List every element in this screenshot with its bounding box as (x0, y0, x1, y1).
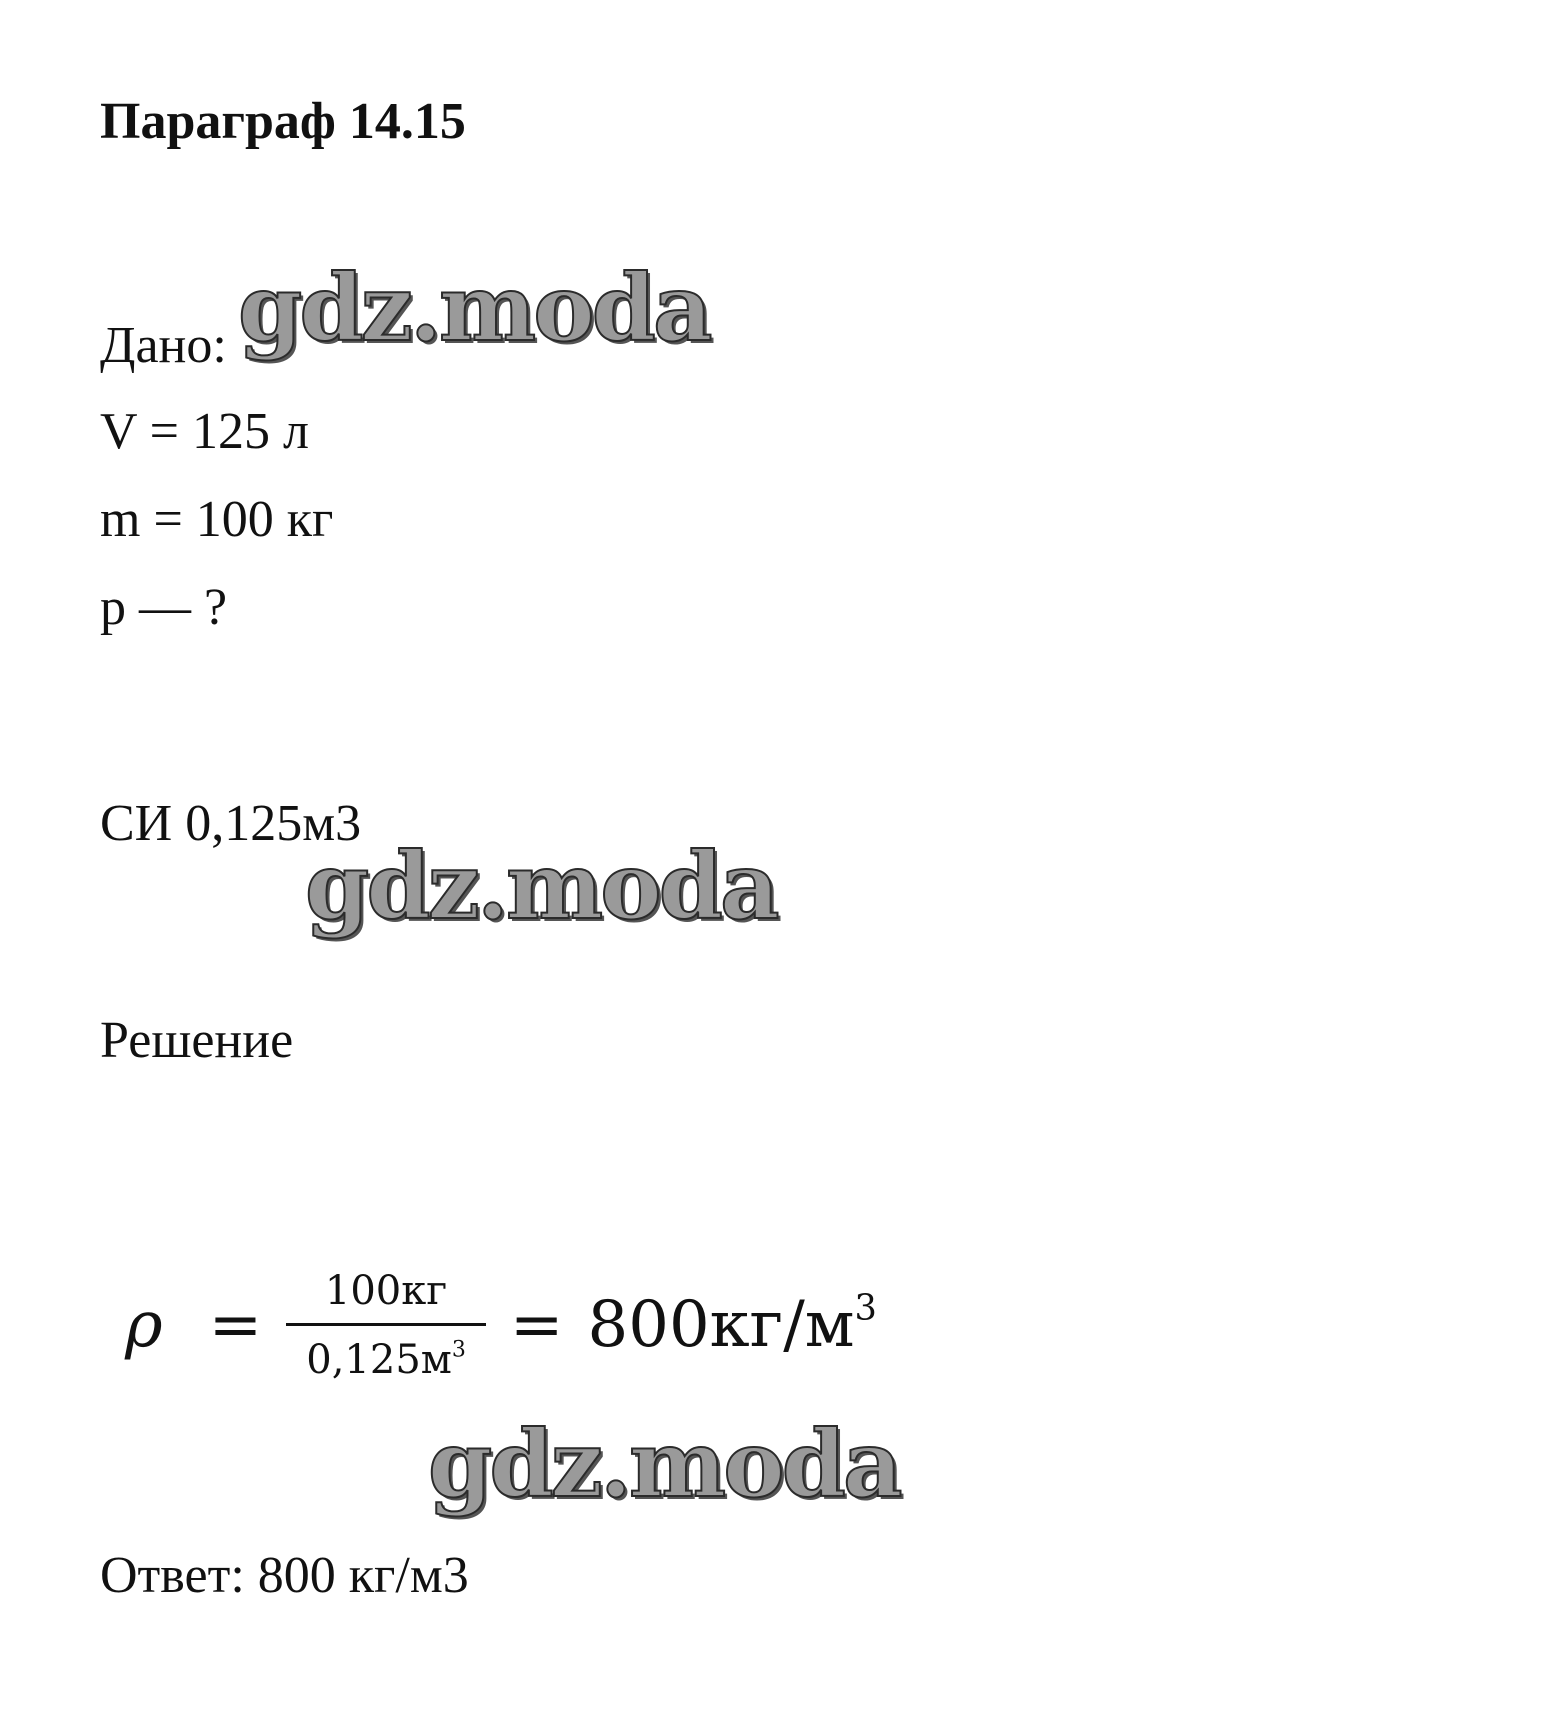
given-unknown: p — ? (100, 579, 228, 636)
formula-equals-sign: = (208, 1288, 263, 1362)
given-label: Дано: (100, 317, 227, 374)
formula-fraction (286, 1267, 486, 1384)
given-volume: V = 125 л (100, 403, 309, 460)
si-conversion: СИ 0,125м3 (100, 795, 362, 852)
formula-numerator: 100кг (324, 1267, 448, 1314)
formula-equals-sign-2: = (509, 1288, 564, 1362)
page-title: Параграф 14.15 (100, 93, 466, 150)
formula-result (588, 1288, 877, 1362)
answer-line: Ответ: 800 кг/м3 (100, 1547, 469, 1604)
formula-rho-symbol: ρ (125, 1288, 163, 1362)
density-formula (125, 1250, 877, 1400)
formula-denominator (286, 1336, 486, 1384)
solution-heading: Решение (100, 1012, 294, 1069)
fraction-bar (286, 1323, 486, 1326)
formula-denominator-exponent: 3 (451, 1337, 466, 1362)
formula-result-exponent: 3 (854, 1287, 877, 1329)
watermark-logo: gdz.moda (428, 1410, 900, 1518)
watermark-logo: gdz.moda (305, 832, 777, 940)
formula-denominator-value: 0,125м (306, 1336, 452, 1383)
given-mass: m = 100 кг (100, 491, 334, 548)
watermark-logo: gdz.moda (238, 254, 710, 362)
formula-result-value: 800кг/м (587, 1288, 855, 1362)
